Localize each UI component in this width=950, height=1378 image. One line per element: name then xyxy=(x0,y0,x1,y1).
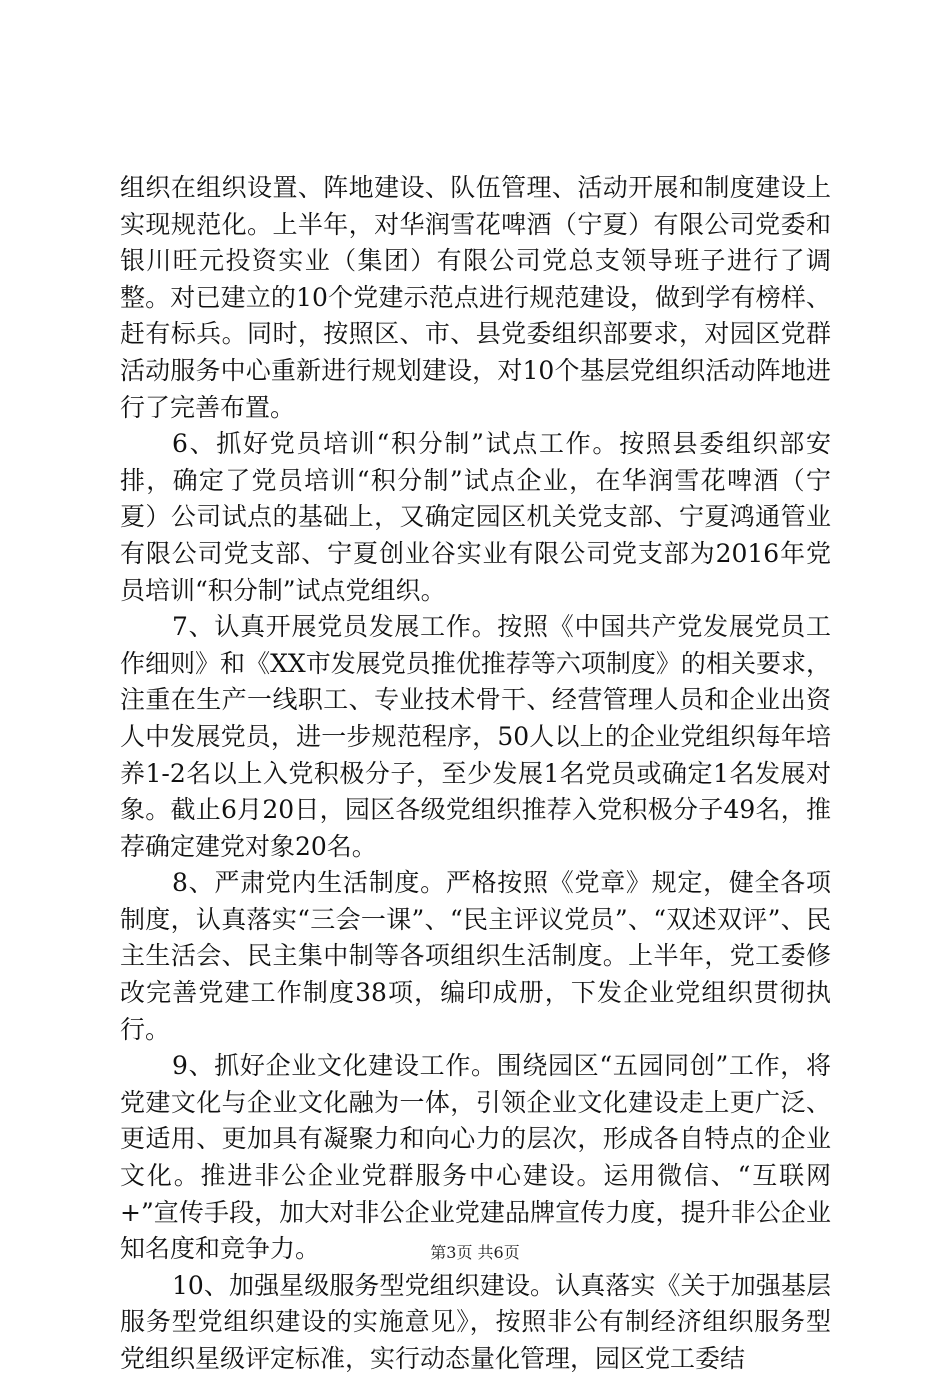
paragraph-1: 组织在组织设置、阵地建设、队伍管理、活动开展和制度建设上实现规范化。上半年，对华润雪花啤酒（宁夏）有限公司党委和银川旺元投资实业（集团）有限公司党总支领导班子进行了调整。对已建立的10个党建示范点进行规范建设，做到学有榜样、赶有标兵。同时，按照区、市、县党委组织部要求，对园区党群活动服务中心重新进行规划建设，对10个基层党组织活动阵地进行了完善布置。 xyxy=(120,173,831,422)
paragraph-2: 6、抓好党员培训“积分制”试点工作。按照县委组织部安排，确定了党员培训“积分制”试点企业，在华润雪花啤酒（宁夏）公司试点的基础上，又确定园区机关党支部、宁夏鸿通管业有限公司党支部、宁夏创业谷实业有限公司党支部为2016年党员培训“积分制”试点党组织。 xyxy=(120,429,831,605)
document-body xyxy=(120,170,831,1378)
paragraph-5: 9、抓好企业文化建设工作。围绕园区“五园同创”工作，将党建文化与企业文化融为一体，引领企业文化建设走上更广泛、更适用、更加具有凝聚力和向心力的层次，形成各自特点的企业文化。推进非公企业党群服务中心建设。运用微信、“互联网+”宣传手段，加大对非公企业党建品牌宣传力度，提升非公企业知名度和竞争力。 xyxy=(120,1051,831,1264)
page-number-footer: 第3页 共6页 xyxy=(430,1243,520,1262)
paragraph-3: 7、认真开展党员发展工作。按照《中国共产党发展党员工作细则》和《XX市发展党员推优推荐等六项制度》的相关要求，注重在生产一线职工、专业技术骨干、经营管理人员和企业出资人中发展党员，进一步规范程序，50人以上的企业党组织每年培养1-2名以上入党积极分子，至少发展1名党员或确定1名发展对象。截止6月20日，园区各级党组织推荐入党积极分子49名，推荐确定建党对象20名。 xyxy=(120,612,831,861)
paragraph-6: 10、加强星级服务型党组织建设。认真落实《关于加强基层服务型党组织建设的实施意见》，按照非公有制经济组织服务型党组织星级评定标准，实行动态量化管理，园区党工委结 xyxy=(120,1270,831,1373)
paragraph-4: 8、严肃党内生活制度。严格按照《党章》规定，健全各项制度，认真落实“三会一课”、“民主评议党员”、“双述双评”、民主生活会、民主集中制等各项组织生活制度。上半年，党工委修改完善党建工作制度38项，编印成册，下发企业党组织贯彻执行。 xyxy=(120,868,831,1044)
